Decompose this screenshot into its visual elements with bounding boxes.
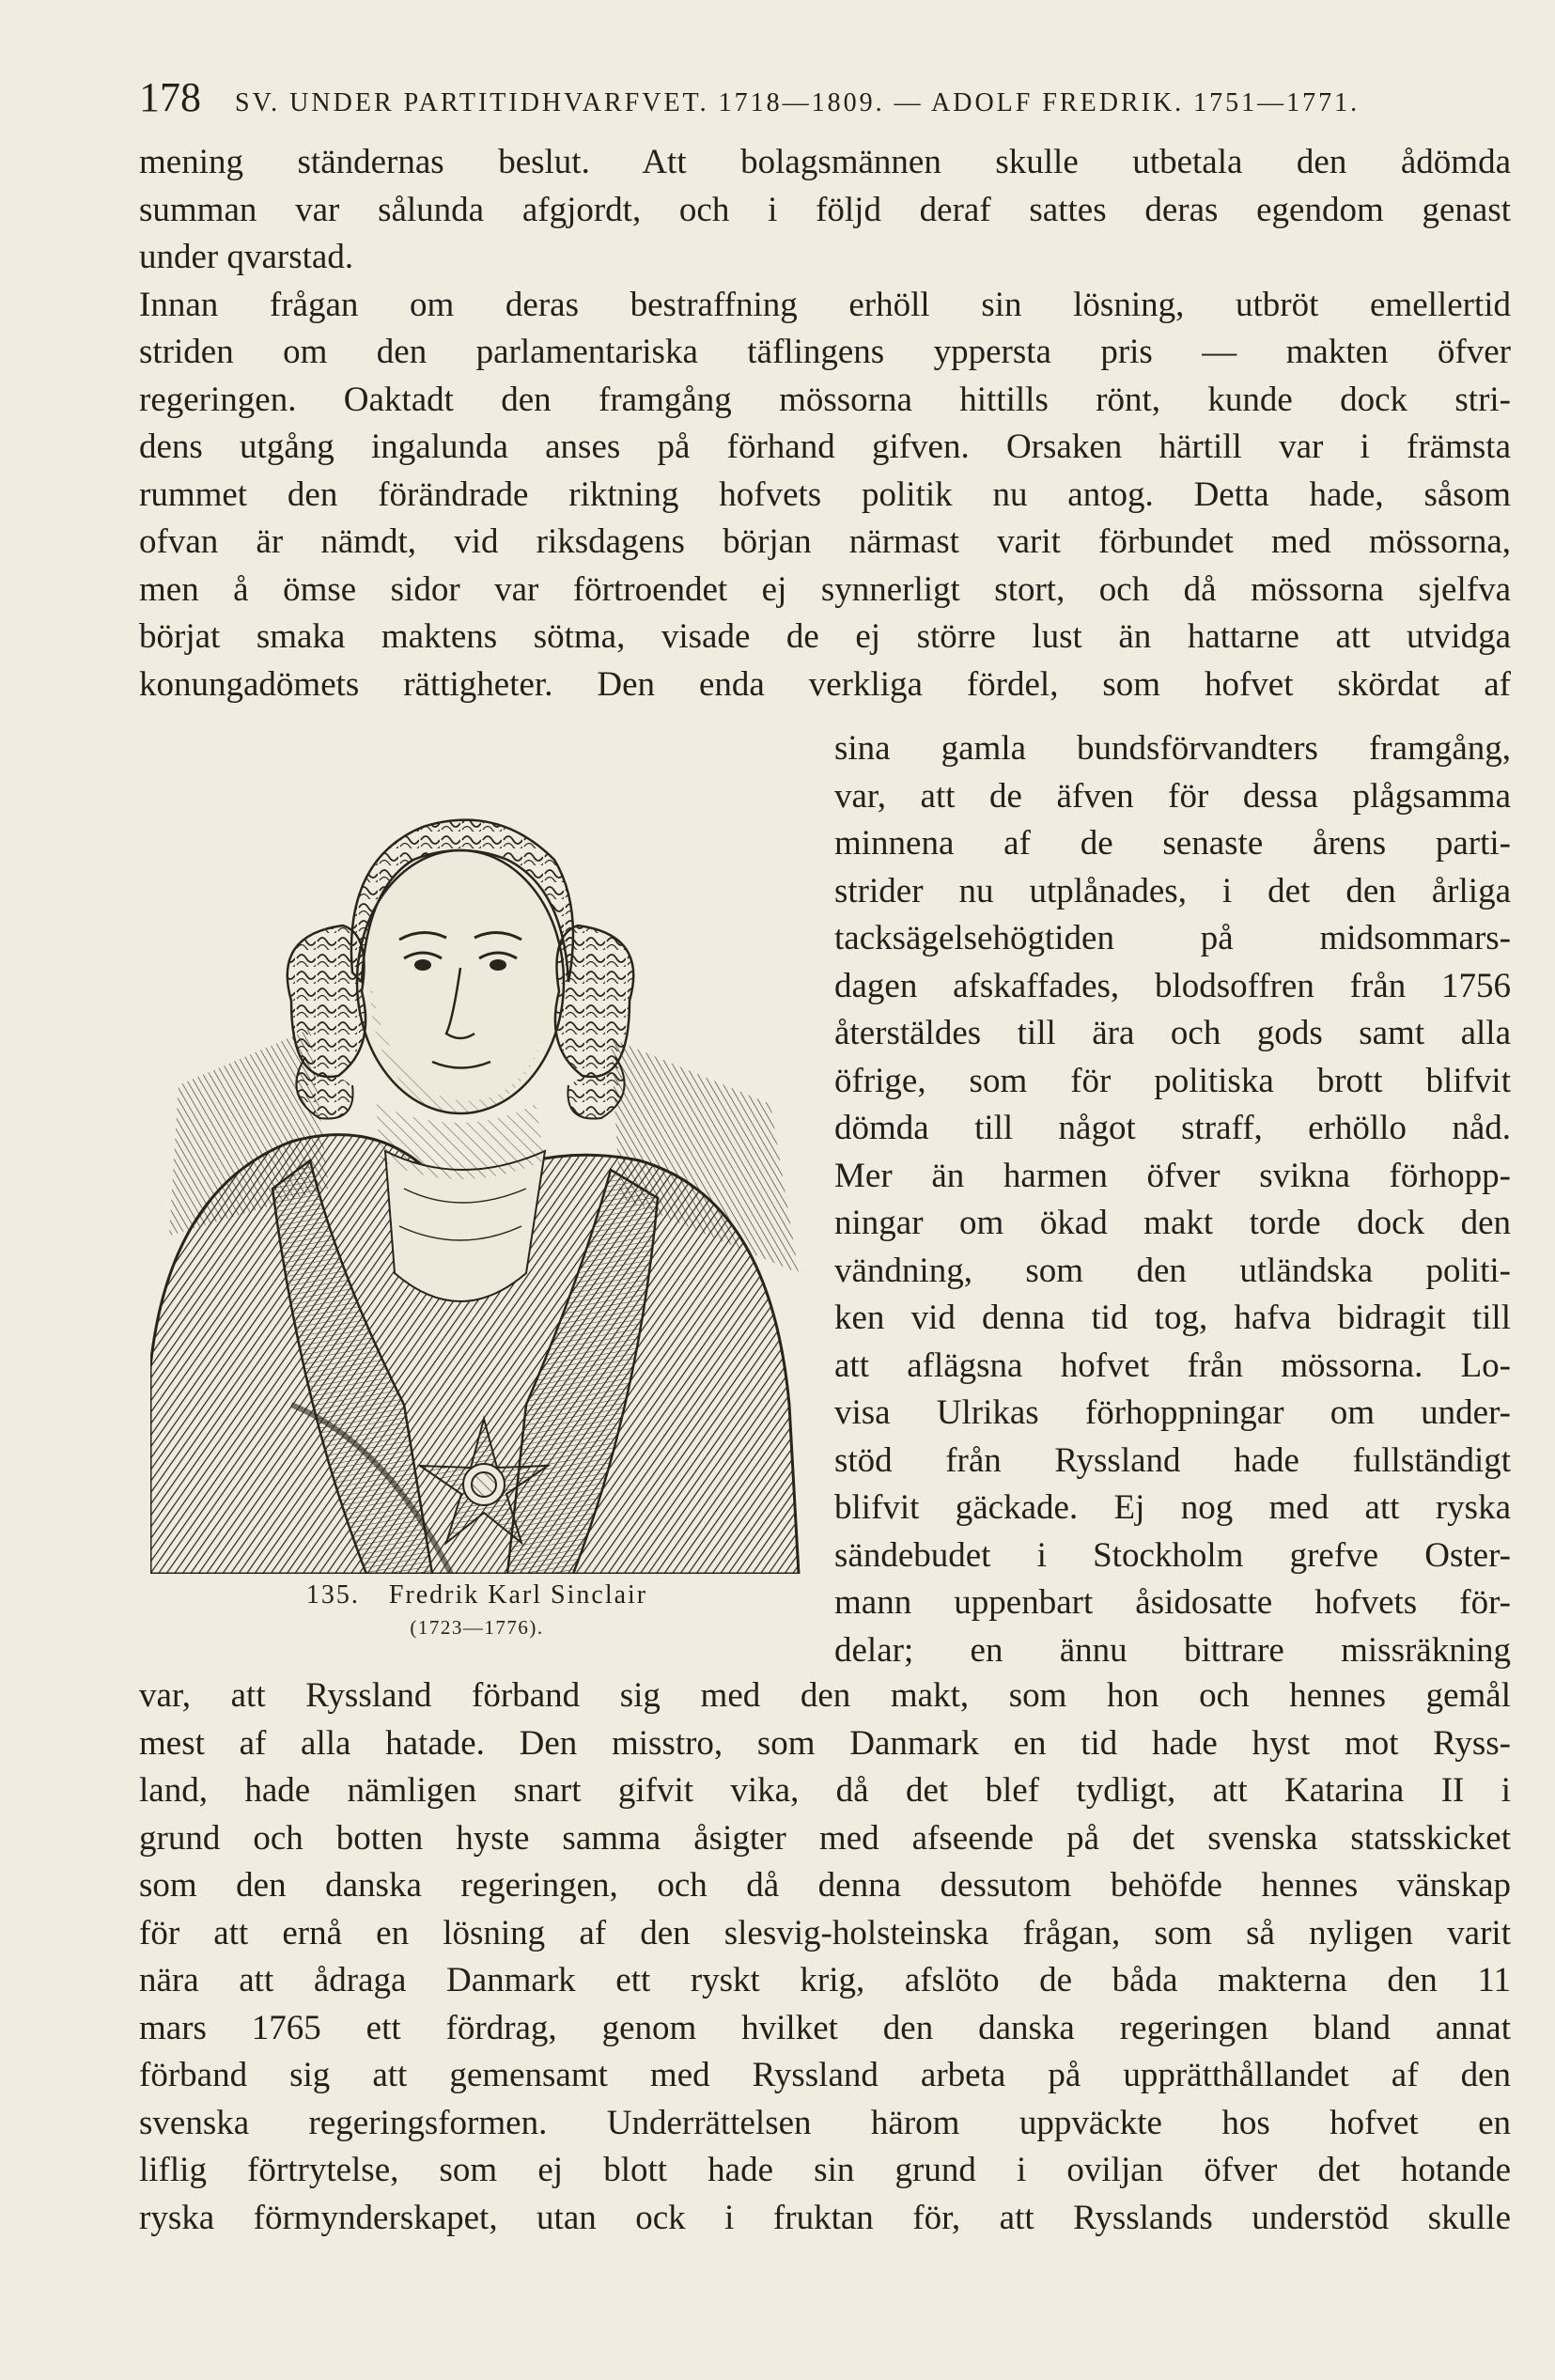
text-line: tacksägelsehögtiden på midsommars- (834, 919, 1511, 957)
text-line: var, att Ryssland förband sig med den makt, som hon och hennes gemål (139, 1676, 1511, 1715)
text-line: dens utgång ingalunda anses på förhand gifven. Orsaken härtill var i främsta (139, 428, 1511, 466)
text-line: grund och botten hyste samma åsigter med afseende på det svenska statsskicket (139, 1818, 1511, 1858)
text-line: konungadömets rättigheter. Den enda verkliga fördel, som hofvet skördat af (139, 664, 1511, 704)
text-line: striden om den parlamentariska täflingens yppersta pris — makten öfver (139, 333, 1511, 371)
text-line: ofvan är nämdt, vid riksdagens början närmast varit förbundet med mössorna, (139, 522, 1511, 561)
figure-years: (1723—1776). (410, 1616, 544, 1639)
figure-name: Fredrik Karl Sinclair (388, 1580, 648, 1610)
text-block-top (139, 139, 1511, 708)
running-header (139, 73, 1511, 130)
text-line: att aflägsna hofvet från mössorna. Lo- (834, 1346, 1511, 1385)
text-line: mars 1765 ett fördrag, genom hvilket den danska regeringen bland annat (139, 2008, 1511, 2047)
text-line: sändebudet i Stockholm grefve Oster- (834, 1535, 1511, 1575)
text-line: var, att de äfven för dessa plågsamma (834, 776, 1511, 816)
running-title: SV. UNDER PARTITIDHVARFVET. 1718—1809. — ADOLF FREDRIK. 1751—1771. (235, 88, 1361, 117)
figure-caption (150, 1580, 803, 1640)
text-line: strider nu utplånades, i det den årliga (834, 871, 1511, 910)
text-line: minnena af de senaste årens parti- (834, 824, 1511, 863)
text-line: under qvarstad. (139, 238, 354, 276)
text-line: rummet den förändrade riktning hofvets politik nu antog. Detta hade, såsom (139, 474, 1511, 514)
figure-number: 135. (305, 1580, 360, 1610)
text-line: Mer än harmen öfver svikna förhopp- (834, 1156, 1511, 1195)
text-line: liflig förtrytelse, som ej blott hade sin grund i oviljan öfver det hotande (139, 2151, 1511, 2189)
text-line: delar; en ännu bittrare missräkning (834, 1630, 1511, 1670)
text-line: förband sig att gemensamt med Ryssland arbeta på upprätthållandet af den (139, 2056, 1511, 2094)
text-line: öfrige, som för politiska brott blifvit (834, 1061, 1511, 1100)
text-line: visa Ulrikas förhoppningar om under- (834, 1393, 1511, 1432)
text-line: mest af alla hatade. Den misstro, som Danmark en tid hade hyst mot Ryss- (139, 1723, 1511, 1763)
text-line: återstäldes till ära och gods samt alla (834, 1014, 1511, 1052)
portrait-illustration (150, 747, 803, 1574)
portrait-engraving (150, 747, 803, 1574)
text-line: för att ernå en lösning af den slesvig-holsteinska frågan, som så nyligen varit (139, 1913, 1511, 1952)
text-line: land, hade nämligen snart gifvit vika, då det blef tydligt, att Katarina II i (139, 1771, 1511, 1810)
page-number: 178 (139, 74, 201, 120)
text-line: ningar om ökad makt torde dock den (834, 1204, 1511, 1242)
text-line: regeringen. Oaktadt den framgång mössorna hittills rönt, kunde dock stri- (139, 380, 1511, 419)
text-line: sina gamla bundsförvandters framgång, (834, 729, 1511, 768)
text-line: svenska regeringsformen. Underrättelsen härom uppväckte hos hofvet en (139, 2103, 1511, 2142)
text-line: ken vid denna tid tog, hafva bidragit till (834, 1299, 1511, 1337)
caption-title (150, 1580, 803, 1610)
text-line: dagen afskaffades, blodsoffren från 1756 (834, 966, 1511, 1005)
text-line: stöd från Ryssland hade fullständigt (834, 1440, 1511, 1480)
text-line: nära att ådraga Danmark ett ryskt krig, afslöto de båda makterna den 11 (139, 1961, 1511, 1999)
text-line: Innan frågan om deras bestraffning erhöll sin lösning, utbröt emellertid (139, 285, 1511, 324)
text-line: börjat smaka maktens sötma, visade de ej större lust än hattarne att utvidga (139, 617, 1511, 656)
text-block-bottom (139, 1672, 1511, 2242)
text-line: vändning, som den utländska politi- (834, 1251, 1511, 1290)
text-line: men å ömse sidor var förtroendet ej synnerligt stort, och då mössorna sjelfva (139, 569, 1511, 609)
text-line: ryska förmynderskapet, utan ock i fruktan för, att Rysslands understöd skulle (139, 2198, 1511, 2237)
text-line: mann uppenbart åsidosatte hofvets för- (834, 1583, 1511, 1622)
text-column-right (834, 725, 1511, 1674)
text-line: mening ständernas beslut. Att bolagsmännen skulle utbetala den ådömda (139, 143, 1511, 181)
text-line: dömda till något straff, erhöllo nåd. (834, 1109, 1511, 1147)
text-line: som den danska regeringen, och då denna dessutom behöfde hennes vänskap (139, 1866, 1511, 1905)
text-line: summan var sålunda afgjordt, och i följd deraf sattes deras egendom genast (139, 190, 1511, 229)
text-line: blifvit gäckade. Ej nog med att ryska (834, 1488, 1511, 1527)
